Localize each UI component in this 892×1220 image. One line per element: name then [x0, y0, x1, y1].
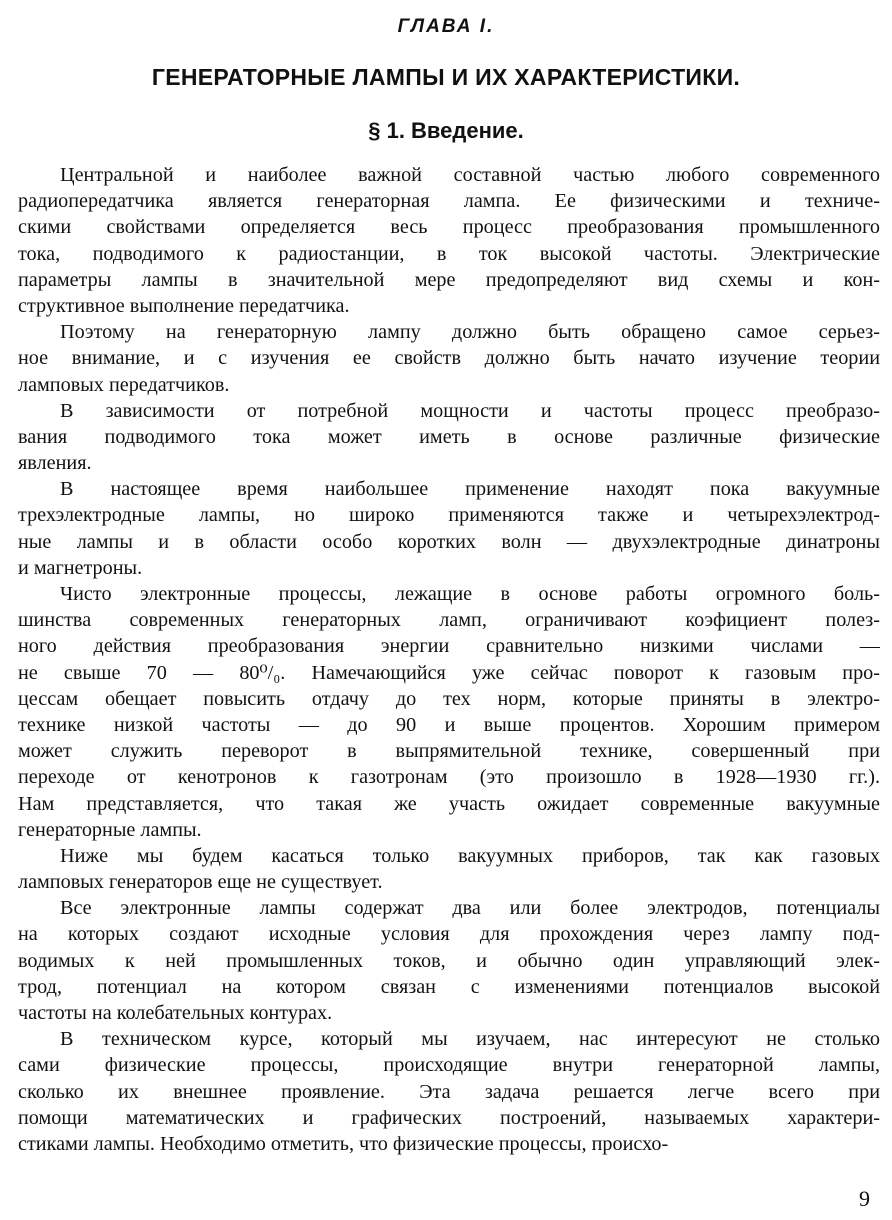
- text-line: сколько их внешнее проявление. Эта задача решается легче всего при: [18, 1080, 880, 1103]
- text-line: ные лампы и в области особо коротких волн — двухэлектродные динатроны: [18, 530, 880, 553]
- text-line: ламповых генераторов еще не существует.: [18, 871, 383, 894]
- text-line: ламповых передатчиков.: [18, 373, 230, 396]
- page-number: 9: [859, 1186, 870, 1211]
- paragraph: [18, 319, 880, 398]
- paragraph: [18, 581, 880, 843]
- text-line: генераторные лампы.: [18, 818, 202, 841]
- text-line: шинства современных генераторных ламп, ограничивают коэфициент полез-: [18, 609, 880, 632]
- paragraph: [18, 162, 880, 319]
- text-line: Все электронные лампы содержат два или более электродов, потенциалы: [60, 897, 880, 920]
- section-heading: § 1. Введение.: [368, 118, 524, 143]
- text-line: цессам обещает повысить отдачу до тех норм, которые приняты в электро-: [18, 687, 880, 710]
- paragraph: [18, 398, 880, 477]
- text-line: Поэтому на генераторную лампу должно быть обращено самое серьез-: [60, 321, 880, 344]
- text-line: вания подводимого тока может иметь в основе различные физические: [18, 425, 880, 448]
- paragraph: [18, 1026, 880, 1157]
- text-line: помощи математических и графических построений, называемых характери-: [18, 1106, 880, 1129]
- text-line: Чисто электронные процессы, лежащие в основе работы огромного боль-: [60, 583, 880, 605]
- text-line: не свыше 70 — 80⁰/₀. Намечающийся уже сейчас поворот к газовым про-: [18, 661, 880, 684]
- text-line: технике низкой частоты — до 90 и выше процентов. Хорошим примером: [18, 713, 880, 736]
- text-line: может служить переворот в выпрямительной технике, совершенный при: [18, 740, 880, 763]
- text-line: переходе от кенотронов к газотронам (это произошло в 1928—1930 гг.).: [18, 766, 880, 789]
- paragraph: [18, 843, 880, 895]
- chapter-heading: ГЛАВА I.: [397, 16, 495, 37]
- text-line: ного действия преобразования энергии сравнительно низкими числами —: [18, 635, 880, 658]
- paragraph: [18, 476, 880, 581]
- text-line: трод, потенциал на котором связан с изменениями потенциалов высокой: [18, 975, 880, 998]
- text-line: Нам представляется, что такая же участь ожидает современные вакуумные: [18, 792, 880, 815]
- text-line: параметры лампы в значительной мере предопределяют вид схемы и кон-: [18, 268, 880, 291]
- text-line: тока, подводимого к радиостанции, в ток высокой частоты. Электрические: [18, 242, 880, 265]
- text-line: скими свойствами определяется весь процесс преобразования промышленного: [18, 216, 880, 239]
- chapter-title: ГЕНЕРАТОРНЫЕ ЛАМПЫ И ИХ ХАРАКТЕРИСТИКИ.: [151, 64, 741, 90]
- body-text: [18, 162, 880, 1157]
- paragraph: [18, 895, 880, 1026]
- text-line: стиками лампы. Необходимо отметить, что физические процессы, происхо-: [18, 1132, 669, 1155]
- text-line: на которых создают исходные условия для прохождения через лампу под-: [18, 923, 880, 946]
- text-line: водимых к ней промышленных токов, и обычно один управляющий элек-: [18, 949, 880, 972]
- text-line: В настоящее время наибольшее применение находят пока вакуумные: [60, 478, 880, 501]
- text-line: структивное выполнение передатчика.: [18, 294, 350, 317]
- text-line: В зависимости от потребной мощности и частоты процесс преобразо-: [60, 399, 880, 422]
- text-line: Ниже мы будем касаться только вакуумных приборов, так как газовых: [60, 844, 880, 867]
- text-line: ное внимание, и с изучения ее свойств должно быть начато изучение теории: [18, 347, 880, 370]
- text-line: радиопередатчика является генераторная лампа. Ее физическими и техниче-: [18, 190, 880, 213]
- text-line: явления.: [18, 452, 92, 475]
- text-line: Центральной и наиболее важной составной частью любого современного: [60, 164, 880, 186]
- text-line: В техническом курсе, который мы изучаем, нас интересуют не столько: [60, 1028, 880, 1051]
- text-line: трехэлектродные лампы, но широко применяются также и четырехэлектрод-: [18, 504, 880, 527]
- text-line: частоты на колебательных контурах.: [18, 1002, 333, 1024]
- text-line: сами физические процессы, происходящие внутри генераторной лампы,: [18, 1054, 880, 1077]
- text-line: и магнетроны.: [18, 556, 143, 579]
